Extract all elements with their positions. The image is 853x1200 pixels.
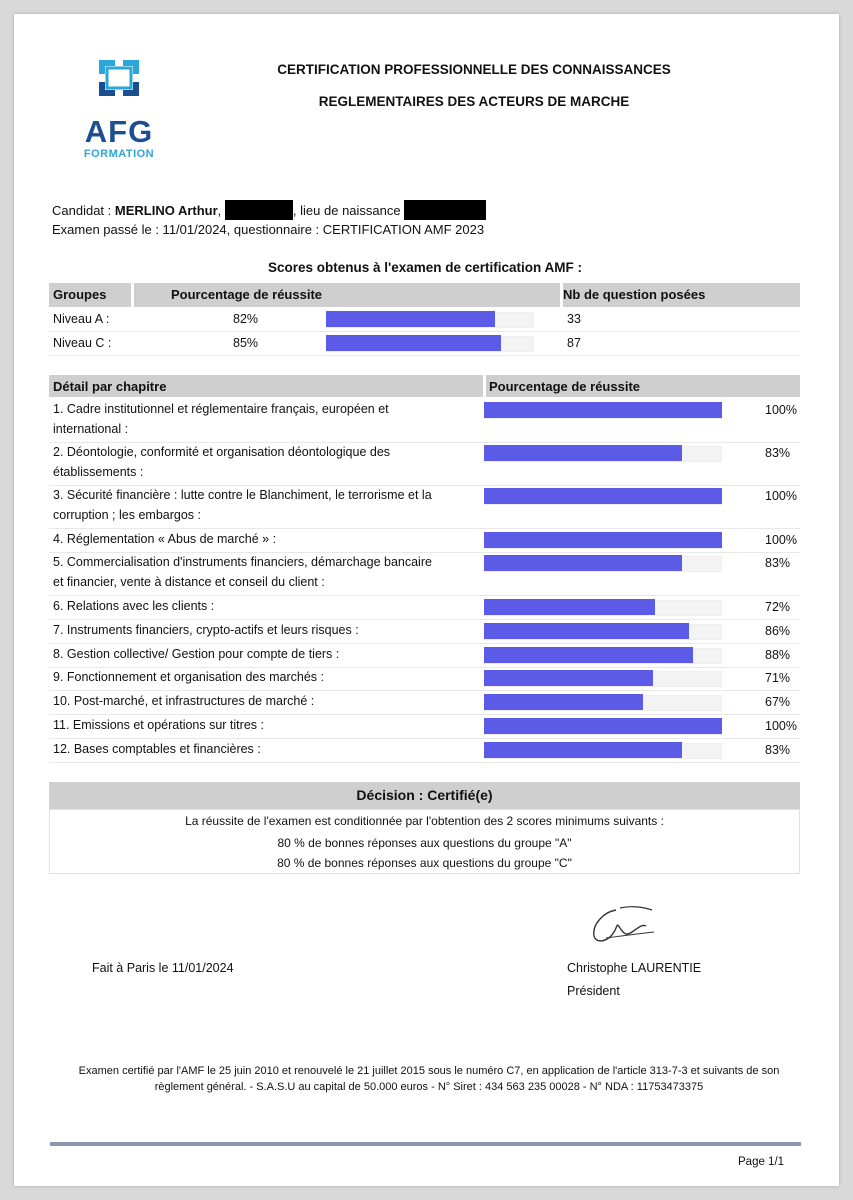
chapter-bar [484, 623, 689, 639]
footer-line2: règlement général. - S.A.S.U au capital de 50.000 euros - N° Siret : 434 563 235 00028 - N° NDA : 11753473375 [154, 1081, 704, 1093]
chapter-label-line2: corruption ; les embargos : [53, 508, 201, 522]
logo-sub-text: FORMATION [83, 148, 155, 160]
chapters-header [49, 375, 800, 397]
logo-emblem-icon [69, 52, 169, 114]
chapter-pct: 100% [765, 719, 797, 733]
chapter-pct: 100% [765, 533, 797, 547]
page-number: Page 1/1 [738, 1156, 785, 1168]
afg-logo [69, 52, 179, 164]
scores-title: Scores obtenus à l'examen de certification AMF : [267, 260, 583, 275]
signatory-role: Président [567, 984, 620, 998]
candidate-line [52, 200, 486, 220]
row-divider [49, 485, 800, 486]
row-divider [49, 528, 800, 529]
decision-line1: La réussite de l'examen est conditionnée par l'obtention des 2 scores minimums suivants : [185, 814, 664, 828]
chapter-label-line1: 12. Bases comptables et financières : [53, 742, 261, 756]
chapter-pct: 72% [765, 600, 791, 614]
row-divider [49, 442, 800, 443]
row-divider [49, 331, 800, 332]
place-date: Fait à Paris le 11/01/2024 [92, 961, 234, 975]
chapter-bar [484, 718, 722, 734]
row-divider [49, 762, 800, 763]
score-pct: 82% [233, 312, 259, 326]
row-divider [49, 667, 800, 668]
row-divider [49, 738, 800, 739]
chapter-bar [484, 599, 655, 615]
chapter-label-line1: 6. Relations avec les clients : [53, 599, 215, 613]
decision-title: Décision : Certifié(e) [49, 782, 800, 809]
doc-title-line1: CERTIFICATION PROFESSIONNELLE DES CONNAISSANCES [277, 62, 671, 77]
row-divider [49, 552, 800, 553]
score-label: Niveau A : [53, 312, 110, 326]
score-label: Niveau C : [53, 336, 112, 350]
chapter-label-line2: et financier, vente à distance et conseil du client : [53, 575, 325, 589]
footer-divider [50, 1142, 801, 1146]
chapter-pct: 86% [765, 624, 791, 638]
chapter-label-line1: 10. Post-marché, et infrastructures de marché : [53, 694, 315, 708]
row-divider [49, 595, 800, 596]
chapter-label-line1: 8. Gestion collective/ Gestion pour compte de tiers : [53, 647, 340, 661]
candidate-label: Candidat : [52, 203, 115, 218]
chapter-bar [484, 402, 722, 418]
logo-main-text: AFG [84, 114, 154, 149]
chapter-pct: 88% [765, 648, 791, 662]
signature-image [586, 902, 658, 948]
chapter-label-line1: 1. Cadre institutionnel et réglementaire français, européen et [53, 402, 389, 416]
chapter-bar [484, 488, 722, 504]
row-divider [49, 643, 800, 644]
chapter-label-line1: 5. Commercialisation d'instruments financiers, démarchage bancaire [53, 555, 432, 569]
chapter-label-line1: 3. Sécurité financière : lutte contre le Blanchiment, le terrorisme et la [53, 488, 432, 502]
doc-title-line2: REGLEMENTAIRES DES ACTEURS DE MARCHE [318, 94, 630, 109]
header-chapter-pct: Pourcentage de réussite [489, 379, 640, 394]
redacted-birthdate [225, 200, 293, 220]
header-pct: Pourcentage de réussite [171, 287, 322, 302]
candidate-name: MERLINO Arthur [114, 203, 218, 218]
chapter-bar [484, 647, 693, 663]
score-pct: 85% [233, 336, 259, 350]
footer-line1: Examen certifié par l'AMF le 25 juin 2010 et renouvelé le 21 juillet 2015 sous le numéro C7, en application de l'article 313-7-3 et suivants de son [78, 1065, 780, 1077]
exam-line: Examen passé le : 11/01/2024, questionnaire : CERTIFICATION AMF 2023 [52, 222, 485, 237]
score-nb: 87 [567, 336, 581, 350]
chapter-bar [484, 694, 643, 710]
row-divider [49, 690, 800, 691]
chapter-bar [484, 670, 653, 686]
chapter-pct: 83% [765, 446, 791, 460]
scores-header [49, 283, 800, 307]
header-groups: Groupes [53, 287, 107, 302]
certificate-page [14, 14, 839, 1186]
chapter-pct: 71% [765, 671, 791, 685]
chapter-bar [484, 742, 682, 758]
chapter-label-line1: 2. Déontologie, conformité et organisation déontologique des [53, 445, 391, 459]
decision-line3: 80 % de bonnes réponses aux questions du groupe "C" [277, 856, 572, 870]
chapter-label-line1: 4. Réglementation « Abus de marché » : [53, 532, 277, 546]
chapter-pct: 83% [765, 556, 791, 570]
signatory-name: Christophe LAURENTIE [567, 961, 702, 975]
chapter-label-line2: établissements : [53, 465, 144, 479]
header-nb: Nb de question posées [563, 287, 706, 302]
redacted-birthplace [404, 200, 486, 220]
chapter-pct: 100% [765, 403, 797, 417]
row-divider [49, 619, 800, 620]
score-bar [326, 335, 501, 351]
birthplace-label: , lieu de naissance [292, 203, 401, 218]
score-bar [326, 311, 495, 327]
decision-line2: 80 % de bonnes réponses aux questions du groupe "A" [277, 836, 572, 850]
chapter-bar [484, 445, 682, 461]
chapter-bar [484, 555, 682, 571]
row-divider [49, 714, 800, 715]
chapter-label-line1: 7. Instruments financiers, crypto-actifs et leurs risques : [53, 623, 359, 637]
score-nb: 33 [567, 312, 581, 326]
chapter-pct: 67% [765, 695, 791, 709]
header-detail: Détail par chapitre [53, 379, 167, 394]
chapter-pct: 83% [765, 743, 791, 757]
candidate-sep: , [217, 203, 222, 218]
chapter-pct: 100% [765, 489, 797, 503]
chapter-label-line1: 11. Emissions et opérations sur titres : [53, 718, 264, 732]
chapter-bar [484, 532, 722, 548]
row-divider [49, 355, 800, 356]
chapter-label-line1: 9. Fonctionnement et organisation des marchés : [53, 670, 324, 684]
chapter-label-line2: international : [53, 422, 129, 436]
